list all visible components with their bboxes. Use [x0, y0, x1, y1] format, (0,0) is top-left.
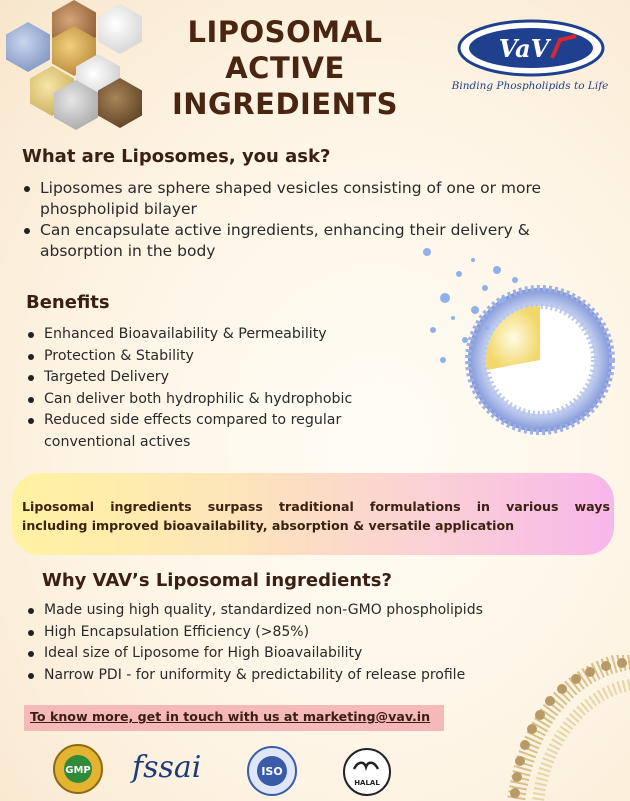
list-item: Liposomes are sphere shaped vesicles consisting of one or more phospholipid bilayer	[22, 178, 602, 220]
list-item: Targeted Delivery	[26, 367, 436, 389]
hex-tablets-blue	[6, 22, 50, 72]
title-line-2: ACTIVE	[225, 51, 345, 85]
section-heading-what: What are Liposomes, you ask?	[22, 146, 331, 167]
fssai-label: fssai	[132, 750, 202, 785]
banner-text-line-2: including improved bioavailability, absorption & versatile application	[22, 518, 515, 533]
benefits-list	[26, 324, 436, 453]
halal-icon	[342, 747, 392, 797]
gmp-label: GMP	[65, 765, 91, 776]
halal-label: HALAL	[354, 779, 380, 787]
logo-text: VaV	[498, 34, 550, 63]
title-line-1: LIPOSOMAL	[187, 15, 383, 49]
iso-icon	[246, 745, 298, 797]
capsule-collage	[4, 0, 144, 130]
list-item: Ideal size of Liposome for High Bioavailability	[26, 643, 586, 665]
tagline: Binding Phospholipids to Life	[451, 80, 609, 92]
contact-link[interactable]: To know more, get in touch with us at marketing@vav.in	[30, 709, 431, 724]
section-heading-why: Why VAV’s Liposomal ingredients?	[42, 570, 392, 591]
iso-label: ISO	[261, 765, 283, 778]
list-item: Protection & Stability	[26, 346, 436, 368]
bilayer-decoration	[498, 655, 630, 801]
fssai-badge	[132, 748, 216, 792]
liposome-illustration	[415, 240, 615, 450]
list-item: Made using high quality, standardized non-GMO phospholipids	[26, 600, 586, 622]
list-item: Can encapsulate active ingredients, enhancing their delivery & absorption in the body	[22, 220, 602, 262]
hex-capsules-white	[98, 4, 142, 54]
iso-badge	[246, 745, 298, 797]
gmp-badge	[52, 743, 104, 795]
contact-link-box[interactable]	[24, 705, 444, 731]
list-item: High Encapsulation Efficiency (>85%)	[26, 622, 586, 644]
title-line-3: INGREDIENTS	[171, 87, 399, 121]
section-heading-benefits: Benefits	[26, 292, 110, 313]
banner-text-line-1: Liposomal ingredients surpass traditional formulations in various ways	[22, 499, 610, 514]
list-item: Enhanced Bioavailability & Permeability	[26, 324, 436, 346]
halal-badge	[342, 747, 392, 797]
gmp-icon	[52, 743, 104, 795]
page-title	[150, 14, 420, 122]
list-item: Narrow PDI - for uniformity & predictability of release profile	[26, 665, 586, 687]
vav-logo	[456, 18, 606, 78]
list-item: Reduced side effects compared to regular conventional actives	[26, 410, 436, 453]
list-item: Can deliver both hydrophilic & hydrophobic	[26, 389, 436, 411]
